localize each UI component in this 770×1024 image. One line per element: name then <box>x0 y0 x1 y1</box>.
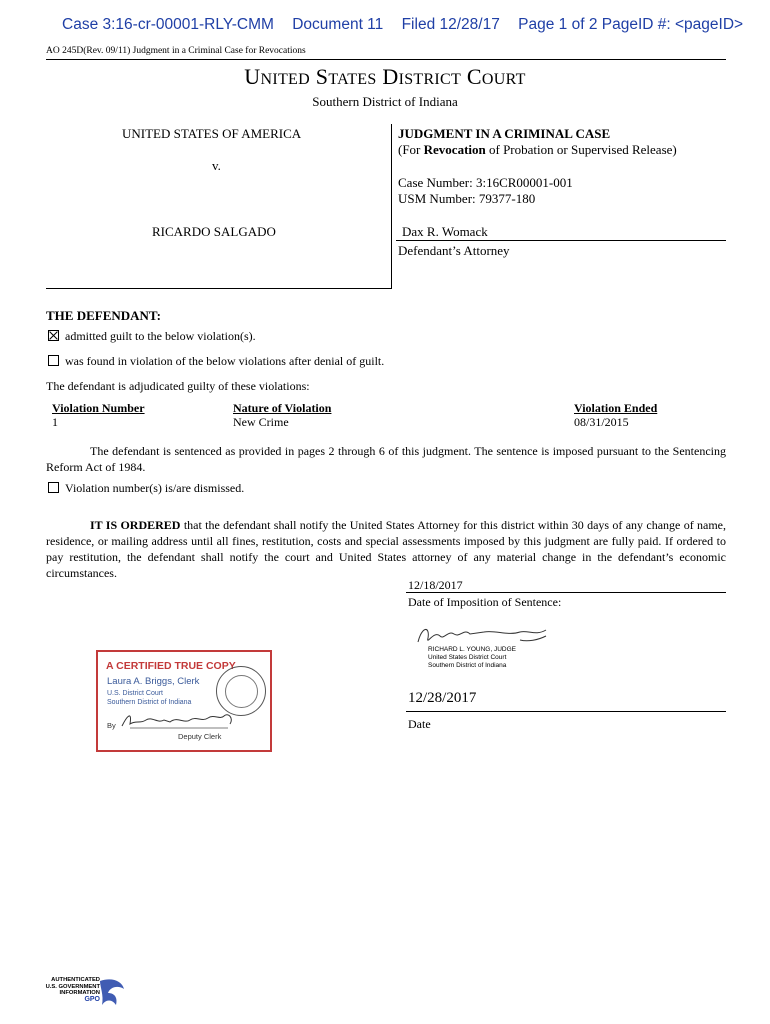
top-rule <box>46 59 726 60</box>
attorney-label: Defendant’s Attorney <box>398 243 510 258</box>
imposition-date: 12/18/2017 <box>408 578 463 592</box>
table-cell-nature: New Crime <box>233 415 289 429</box>
caption-bottom-rule <box>46 288 392 289</box>
judgment-subtitle: (For Revocation of Probation or Supervised Release) <box>398 142 677 157</box>
adjudicated-text: The defendant is adjudicated guilty of these violations: <box>46 379 310 393</box>
dated-rule <box>406 711 726 712</box>
attorney-name: Dax R. Womack <box>402 224 488 239</box>
table-cell-ended: 08/31/2015 <box>574 415 629 429</box>
usm-number: USM Number: 79377-180 <box>398 191 536 206</box>
dated-label: Date <box>408 717 431 731</box>
case-number: Case Number: 3:16CR00001-001 <box>398 175 573 190</box>
court-word-4: COURT <box>466 64 526 89</box>
judgment-title: JUDGMENT IN A CRIMINAL CASE <box>398 126 611 141</box>
stamp-district: Southern District of Indiana <box>107 699 192 706</box>
court-district: Southern District of Indiana <box>312 94 458 109</box>
form-id: AO 245D(Rev. 09/11) Judgment in a Criminal Case for Revocations <box>46 46 306 56</box>
option-found: was found in violation of the below violations after denial of guilt. <box>48 354 384 369</box>
stamp-court: U.S. District Court <box>107 690 164 697</box>
defendant-heading: THE DEFENDANT: <box>46 308 161 323</box>
document-number: Document 11 <box>292 16 384 33</box>
option-admitted: admitted guilt to the below violation(s). <box>48 329 256 344</box>
defendant-name: RICARDO SALGADO <box>152 224 276 239</box>
filed-date: Filed 12/28/17 <box>401 16 500 33</box>
clerk-signature-icon <box>118 710 248 732</box>
checkbox-empty-icon <box>48 482 59 493</box>
stamp-deputy: Deputy Clerk <box>178 732 222 741</box>
court-word-3: DISTRICT <box>382 64 462 89</box>
case-id: Case 3:16-cr-00001-RLY-CMM <box>62 16 274 33</box>
certified-copy-stamp <box>96 650 272 752</box>
checkbox-checked-icon <box>48 330 59 341</box>
sentence-text: The defendant is sentenced as provided in pages 2 through 6 of this judgment. The sentence is imposed pursuant to the Sentencing Reform Act of 1984. <box>46 444 726 474</box>
filing-header <box>62 16 757 34</box>
ordered-paragraph: IT IS ORDERED that the defendant shall notify the United States Attorney for this district within 30 days of any change of name, residence, or mailing address until all fines, restitution, costs and special assessments imposed by this judgment are fully paid. If ordered to pay restitution, the defendant shall notify the court and United States attorney of any material change in the defendant’s economic circumstances. <box>46 518 727 580</box>
stamp-by: By <box>107 721 116 730</box>
imposition-rule <box>406 592 726 593</box>
page-info: Page 1 of 2 PageID #: <pageID> <box>518 16 744 33</box>
checkbox-empty-icon <box>48 355 59 366</box>
col-header-violation-number: Violation Number <box>52 401 145 415</box>
col-header-ended: Violation Ended <box>574 401 658 415</box>
court-word-2: STATES <box>315 64 377 89</box>
versus: v. <box>212 158 221 173</box>
stamp-clerk: Laura A. Briggs, Clerk <box>107 676 200 687</box>
gpo-authentication-mark: AUTHENTICATED U.S. GOVERNMENT INFORMATION GPO <box>45 977 100 1003</box>
dated-date: 12/28/2017 <box>408 690 477 706</box>
plaintiff: UNITED STATES OF AMERICA <box>122 126 302 141</box>
caption-divider <box>391 124 392 288</box>
stamp-title: A CERTIFIED TRUE COPY <box>106 660 236 672</box>
gpo-eagle-icon <box>96 975 128 1013</box>
table-cell-number: 1 <box>52 415 58 429</box>
judge-signature-block: RICHARD L. YOUNG, JUDGE United States District Court Southern District of Indiana <box>428 646 517 669</box>
court-word-1: UNITED <box>244 64 310 89</box>
court-name <box>0 64 770 90</box>
imposition-label: Date of Imposition of Sentence: <box>408 595 562 609</box>
attorney-rule <box>396 240 726 241</box>
dismissed-line: Violation number(s) is/are dismissed. <box>48 481 244 496</box>
col-header-nature: Nature of Violation <box>233 401 332 415</box>
court-seal-icon <box>216 666 266 716</box>
